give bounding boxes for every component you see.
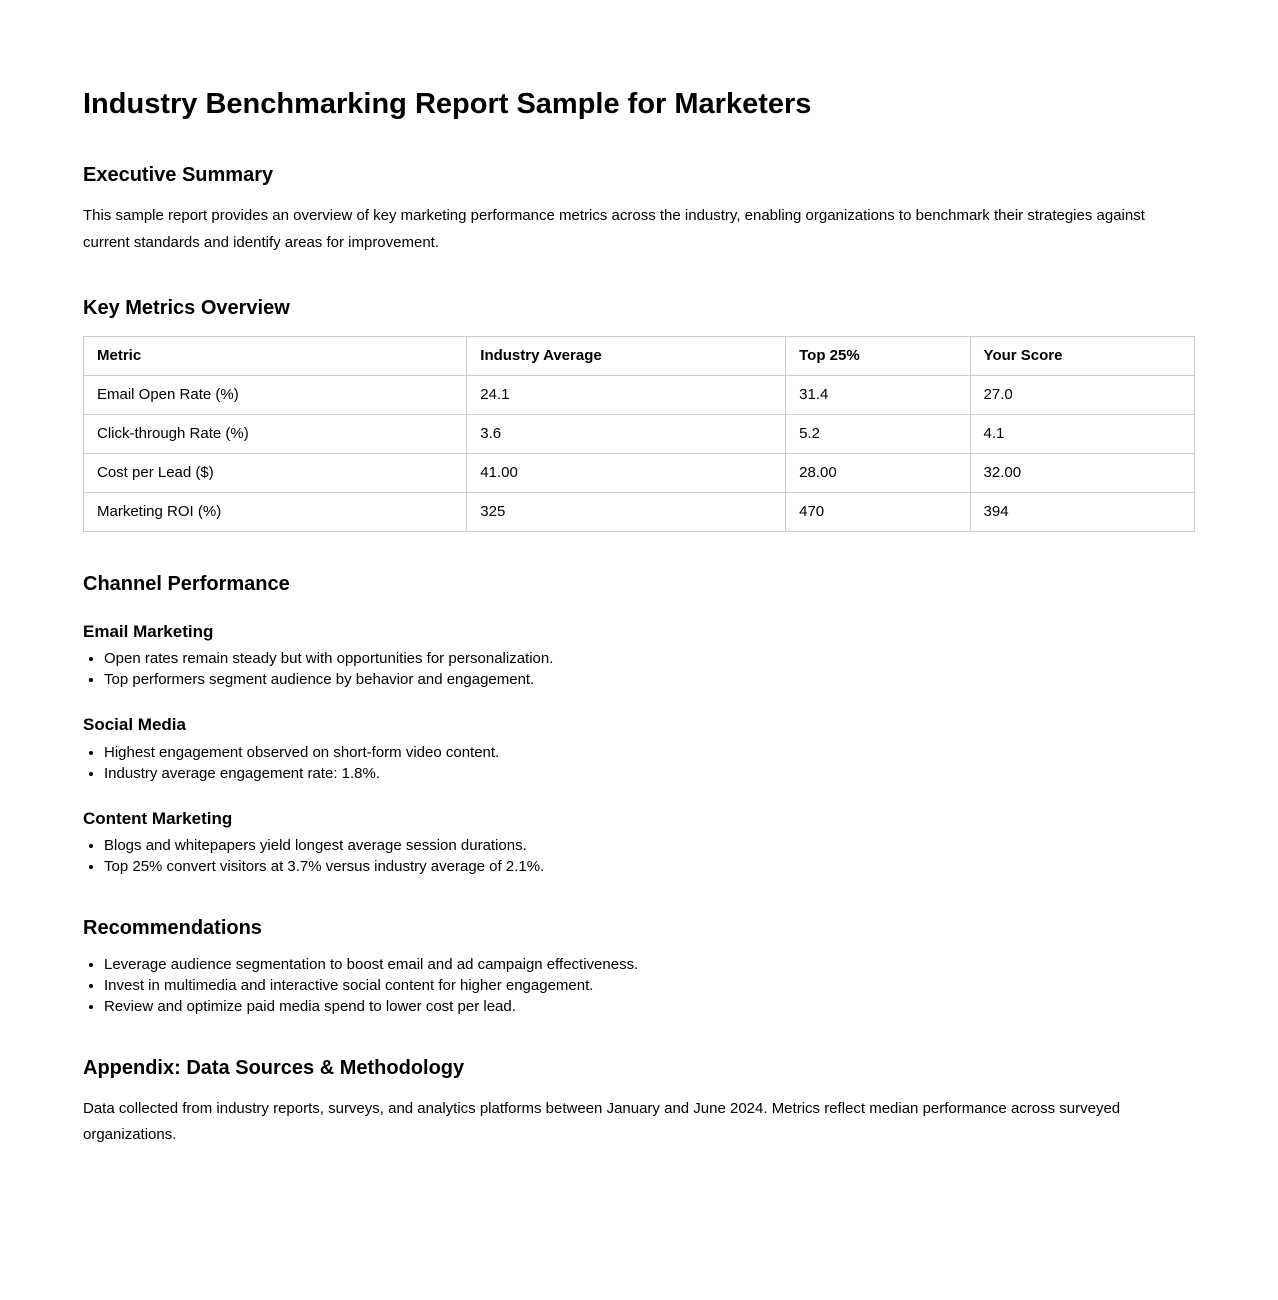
your-score-cell: 394 bbox=[970, 492, 1194, 531]
list-item: • Top 25% convert visitors at 3.7% versus industry average of 2.1%. bbox=[104, 858, 1195, 876]
section-heading-key-metrics: Key Metrics Overview bbox=[83, 296, 290, 319]
metric-name-cell: Cost per Lead ($) bbox=[84, 453, 467, 492]
column-header-metric: Metric bbox=[84, 336, 467, 375]
table-row bbox=[84, 375, 1195, 414]
your-score-cell: 4.1 bbox=[970, 414, 1194, 453]
content-marketing-bullet-list bbox=[83, 837, 1195, 876]
list-item: • Invest in multimedia and interactive social content for higher engagement. bbox=[104, 977, 1195, 995]
list-item: • Open rates remain steady but with opportunities for personalization. bbox=[104, 650, 1195, 668]
section-heading-executive-summary: Executive Summary bbox=[83, 164, 274, 187]
email-marketing-bullet-list bbox=[83, 650, 1195, 689]
table-row bbox=[84, 414, 1195, 453]
section-heading-recommendations: Recommendations bbox=[83, 917, 262, 940]
section-heading-appendix: Appendix: Data Sources & Methodology bbox=[83, 1057, 465, 1080]
key-metrics-table bbox=[83, 336, 1195, 532]
list-item: • Review and optimize paid media spend to lower cost per lead. bbox=[104, 998, 1195, 1016]
table-row bbox=[84, 492, 1195, 531]
top-25-cell: 5.2 bbox=[786, 414, 970, 453]
table-row bbox=[84, 453, 1195, 492]
your-score-cell: 27.0 bbox=[970, 375, 1194, 414]
appendix-text: Data collected from industry reports, surveys, and analytics platforms between January and June 2024. Metrics reflect median performance across surveyed organizations. bbox=[83, 1100, 1121, 1144]
list-item: • Highest engagement observed on short-form video content. bbox=[104, 744, 1195, 762]
subsection-heading-email-marketing: Email Marketing bbox=[83, 621, 214, 641]
industry-average-cell: 325 bbox=[467, 492, 786, 531]
report-title: Industry Benchmarking Report Sample for Marketers bbox=[83, 88, 812, 120]
column-header-top-25: Top 25% bbox=[786, 336, 970, 375]
metric-name-cell: Marketing ROI (%) bbox=[84, 492, 467, 531]
social-media-bullet-list bbox=[83, 744, 1195, 783]
top-25-cell: 28.00 bbox=[786, 453, 970, 492]
subsection-heading-social-media: Social Media bbox=[83, 715, 186, 735]
column-header-industry-average: Industry Average bbox=[467, 336, 786, 375]
metric-name-cell: Click-through Rate (%) bbox=[84, 414, 467, 453]
industry-average-cell: 24.1 bbox=[467, 375, 786, 414]
industry-average-cell: 41.00 bbox=[467, 453, 786, 492]
recommendations-bullet-list bbox=[83, 956, 1195, 1016]
list-item: • Top performers segment audience by behavior and engagement. bbox=[104, 671, 1195, 689]
list-item: • Industry average engagement rate: 1.8%. bbox=[104, 765, 1195, 783]
section-heading-channel-performance: Channel Performance bbox=[83, 572, 290, 595]
subsection-heading-content-marketing: Content Marketing bbox=[83, 808, 233, 828]
list-item: • Leverage audience segmentation to boost email and ad campaign effectiveness. bbox=[104, 956, 1195, 974]
metric-name-cell: Email Open Rate (%) bbox=[84, 375, 467, 414]
industry-average-cell: 3.6 bbox=[467, 414, 786, 453]
executive-summary-text: This sample report provides an overview of key marketing performance metrics across the industry, enabling organizations to benchmark their strategies against current standards and identify areas for improvement. bbox=[83, 207, 1145, 251]
list-item: • Blogs and whitepapers yield longest average session durations. bbox=[104, 837, 1195, 855]
your-score-cell: 32.00 bbox=[970, 453, 1194, 492]
top-25-cell: 31.4 bbox=[786, 375, 970, 414]
table-header-row bbox=[84, 336, 1195, 375]
top-25-cell: 470 bbox=[786, 492, 970, 531]
column-header-your-score: Your Score bbox=[970, 336, 1194, 375]
